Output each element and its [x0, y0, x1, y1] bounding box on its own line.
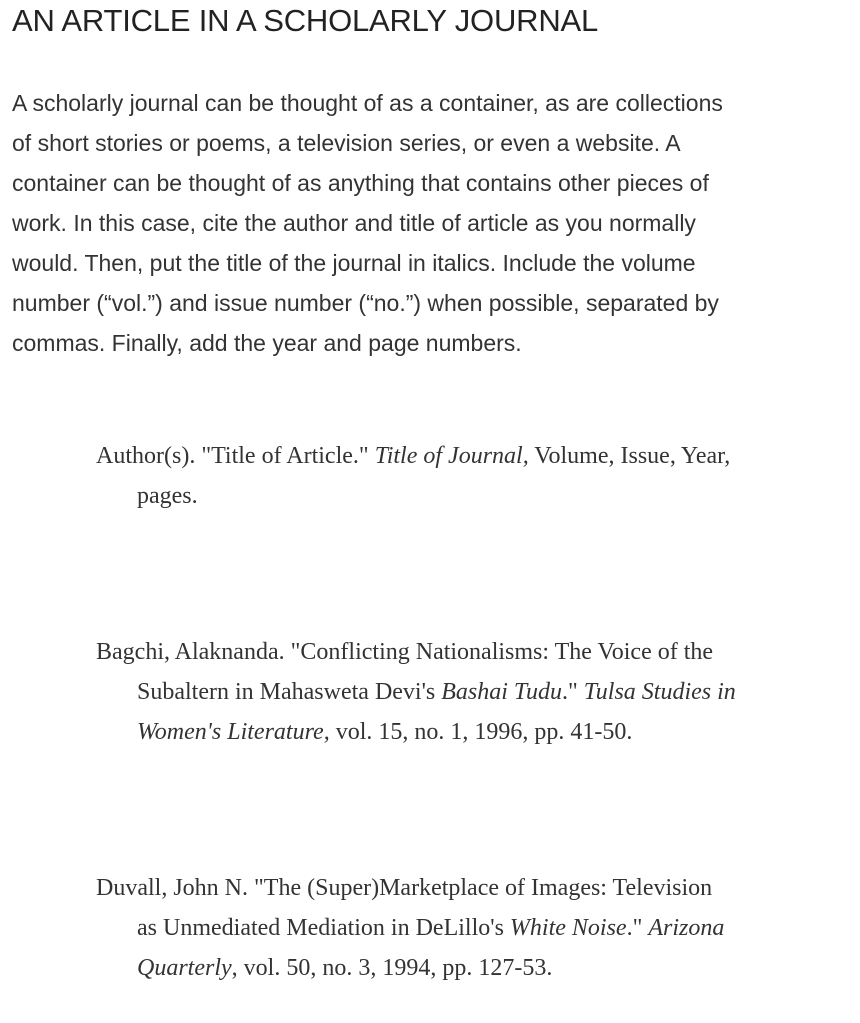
citation-line [96, 868, 856, 908]
citation-text: vol. 15, no. 1, 1996, pp. 41-50. [329, 719, 633, 745]
citation-text: Author(s). "Title of Article." [96, 443, 375, 469]
citation-example-bagchi [96, 632, 856, 752]
citation-line [96, 476, 856, 516]
journal-title: Quarterly [137, 955, 232, 981]
journal-title: Title of Journal, [374, 443, 529, 469]
journal-title: Tulsa Studies in [583, 679, 736, 705]
citation-text: ." [561, 679, 584, 705]
citation-format-template [96, 436, 856, 516]
citation-line [96, 948, 856, 988]
intro-line: number (“vol.”) and issue number (“no.”) when possible, separated by [12, 290, 719, 316]
intro-line: A scholarly journal can be thought of as a container, as are collections [12, 90, 723, 116]
citation-text: ." [626, 915, 649, 941]
intro-line: container can be thought of as anything that contains other pieces of [12, 170, 709, 196]
citation-line [96, 632, 856, 672]
citation-text: Bagchi, Alaknanda. "Conflicting Nationalisms: The Voice of the [96, 639, 714, 665]
work-title: White Noise [509, 915, 627, 941]
citation-line [96, 712, 856, 752]
citation-text: Duvall, John N. "The (Super)Marketplace of Images: Television [96, 875, 713, 901]
citation-text: Subaltern in Mahasweta Devi's [137, 679, 442, 705]
citation-example-duvall [96, 868, 856, 988]
citation-line [96, 672, 856, 712]
section-heading: AN ARTICLE IN A SCHOLARLY JOURNAL [12, 3, 599, 38]
citation-text: Volume, Issue, Year, [528, 443, 731, 469]
citation-line [96, 908, 856, 948]
intro-paragraph [12, 83, 840, 363]
citation-text: , vol. 50, no. 3, 1994, pp. 127-53. [231, 955, 553, 981]
intro-line: work. In this case, cite the author and title of article as you normally [12, 210, 696, 236]
citation-text: pages. [137, 483, 198, 509]
intro-line: of short stories or poems, a television series, or even a website. A [12, 130, 681, 156]
intro-line: would. Then, put the title of the journal in italics. Include the volume [12, 250, 696, 276]
work-title: Bashai Tudu [441, 679, 562, 705]
citation-text: as Unmediated Mediation in DeLillo's [137, 915, 510, 941]
journal-title: Arizona [648, 915, 725, 941]
journal-title: Women's Literature, [137, 719, 330, 745]
intro-line: commas. Finally, add the year and page numbers. [12, 330, 522, 356]
citation-line [96, 436, 856, 476]
